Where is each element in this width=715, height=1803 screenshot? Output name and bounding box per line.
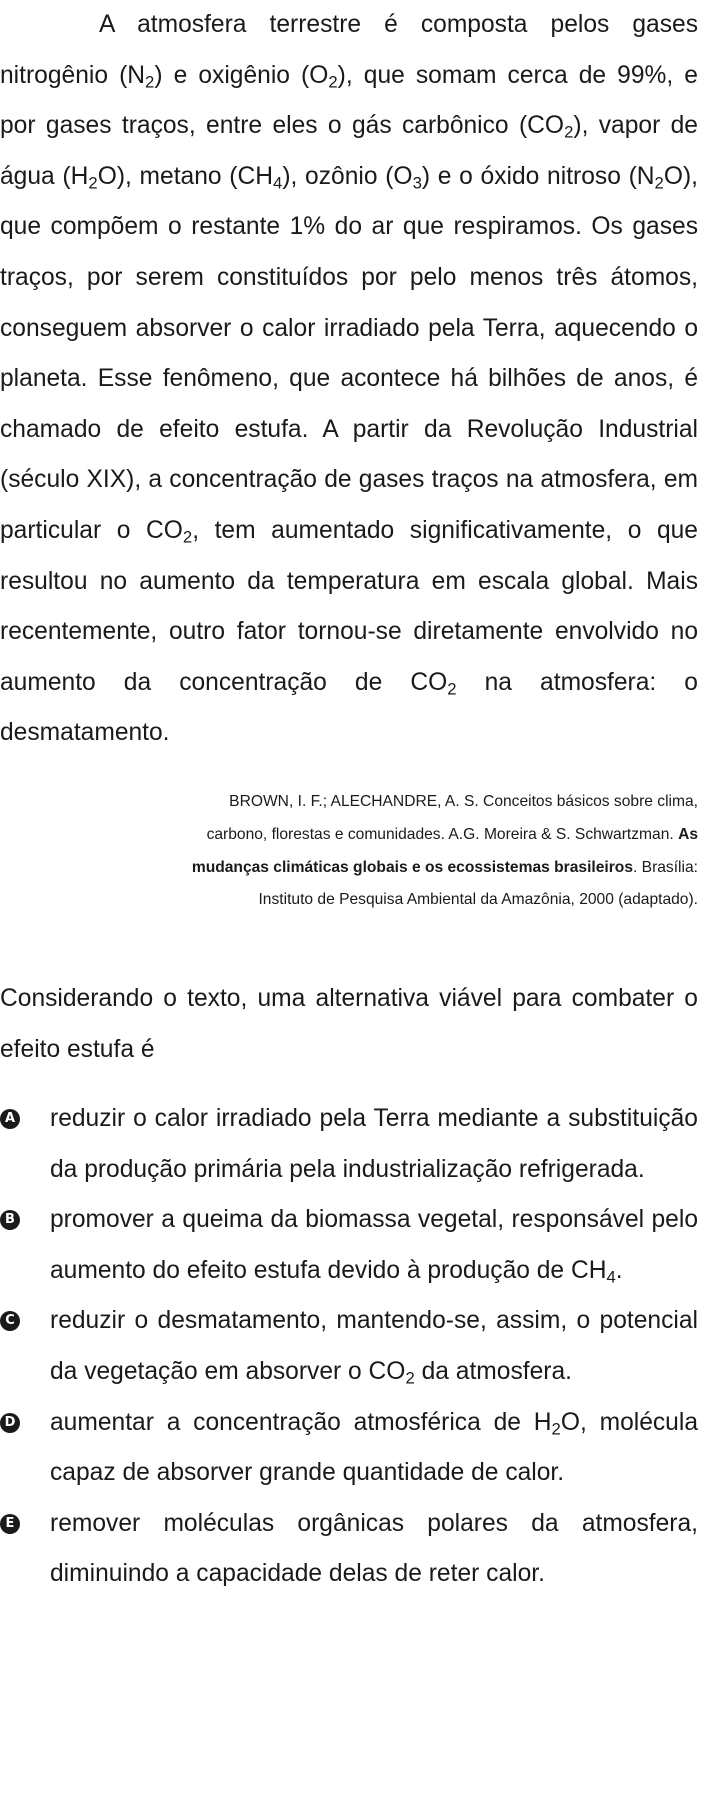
option-e-letter-badge: E [0,1514,20,1534]
citation-book-title: As mudanças climáticas globais e os ecossistemas brasileiros [191,825,698,876]
passage-text: A atmosfera terrestre é composta pelos gases nitrogênio $(N_2)$ e oxigênio $(O_2)$, que somam cerca de 99%, e por gases traços, entre eles o gás carbônico $(CO_2)$, vapor de água $(H_2O)$, metano $(CH_4)$, ozônio $(O_3)$ e o óxido nitroso $(N_2O)$, que compõem o restante 1% do ar que respiramos. Os gases traços, por serem constituídos por pelo menos três átomos, conseguem absorver o calor irradiado pela Terra, aquecendo o planeta. Esse fenômeno, que acontece há bilhões de anos, é chamado de efeito estufa. A partir da Revolução Industrial (século XIX), a concentração de gases traços na atmosfera, em particular o $CO_2$, tem aumentado significativamente, o que resultou no aumento da temperatura em escala global. Mais recentemente, outro fator tornou-se diretamente envolvido no aumento da concentração de $CO_2$ na atmosfera: o desmatamento. [0,11,698,747]
source-citation: BROWN, I. F.; ALECHANDRE, A. S. Conceitos básicos sobre clima, carbono, florestas e comunidades. A.G. Moreira & S. Schwartzman. As mudanças climáticas globais e os ecossistemas brasileiros. Brasília: Instituto de Pesquisa Ambiental da Amazônia, 2000 (adaptado). [191,793,698,909]
option-e[interactable] [0,1499,698,1600]
option-a-letter-badge: A [0,1109,20,1129]
option-c-letter-badge: C [0,1311,20,1331]
option-b-letter-badge: B [0,1210,20,1230]
option-c-text: reduzir o desmatamento, mantendo-se, assim, o potencial da vegetação em absorver o $CO_2$ da atmosfera. [50,1307,698,1388]
question-stem: Considerando o texto, uma alternativa viável para combater o efeito estufa é [0,985,698,1063]
option-d[interactable] [0,1398,698,1499]
answer-options [0,1094,698,1600]
option-a-text: reduzir o calor irradiado pela Terra mediante a substituição da produção primária pela industrialização refrigerada. [50,1105,698,1183]
option-a[interactable] [0,1094,698,1195]
option-b[interactable] [0,1195,698,1296]
option-e-text: remover moléculas orgânicas polares da atmosfera, diminuindo a capacidade delas de reter calor. [50,1509,698,1588]
option-d-letter-badge: D [0,1413,20,1433]
option-c[interactable] [0,1296,698,1397]
option-b-text: promover a queima da biomassa vegetal, responsável pelo aumento do efeito estufa devido à produção de $CH_4$. [50,1206,698,1287]
option-d-text: aumentar a concentração atmosférica de $H_2O$, molécula capaz de absorver grande quantidade de calor. [50,1408,699,1487]
